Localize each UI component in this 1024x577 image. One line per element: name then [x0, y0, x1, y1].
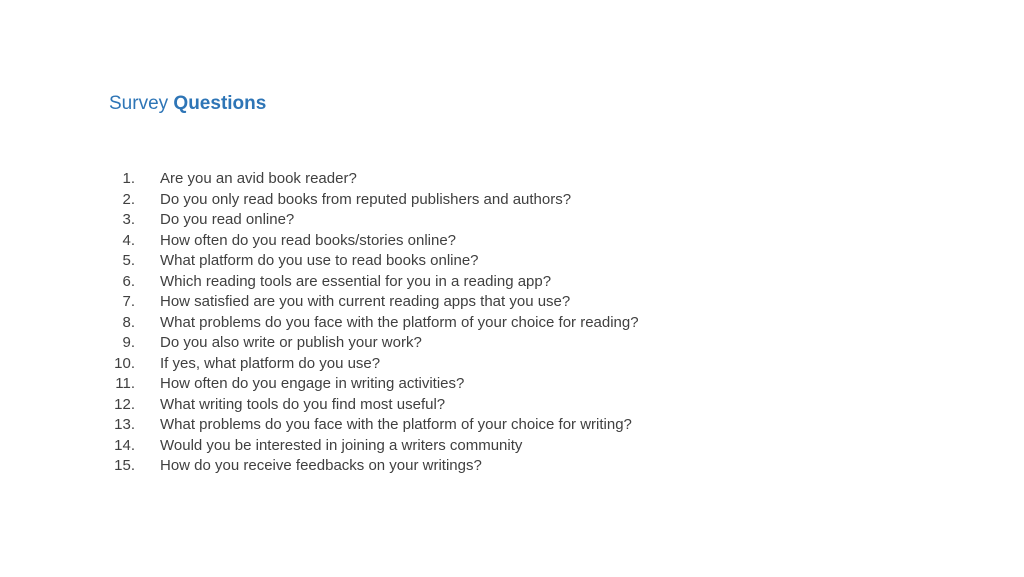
question-number: 7. — [122, 293, 135, 310]
question-text: Would you be interested in joining a writers community — [160, 436, 523, 454]
question-number: 13. — [114, 416, 135, 433]
question-number: 14. — [114, 436, 135, 454]
question-list — [108, 169, 748, 477]
question-item — [108, 210, 748, 231]
question-text: How often do you engage in writing activities? — [160, 375, 465, 392]
question-number: 6. — [122, 272, 135, 290]
question-number: 15. — [114, 457, 135, 474]
question-item — [108, 231, 748, 252]
question-number: 5. — [122, 252, 135, 269]
question-item — [108, 333, 748, 354]
question-text: What platform do you use to read books online? — [160, 252, 479, 269]
question-text: Do you also write or publish your work? — [160, 334, 422, 351]
question-number: 3. — [122, 211, 135, 228]
question-text: Do you read online? — [160, 211, 295, 228]
question-number: 12. — [114, 395, 135, 413]
question-item — [108, 251, 748, 272]
question-text: What writing tools do you find most useful? — [160, 395, 446, 413]
question-text: What problems do you face with the platform of your choice for writing? — [160, 416, 632, 433]
question-text: Are you an avid book reader? — [160, 170, 357, 187]
question-item — [108, 354, 748, 375]
question-item — [108, 272, 748, 293]
page-title — [109, 92, 266, 116]
question-item — [108, 456, 748, 477]
question-text: What problems do you face with the platform of your choice for reading? — [160, 313, 639, 331]
question-number: 10. — [114, 354, 135, 372]
question-item — [108, 415, 748, 436]
title-light: Survey — [109, 93, 169, 114]
question-item — [108, 190, 748, 211]
question-number: 4. — [122, 231, 135, 249]
question-text: Do you only read books from reputed publishers and authors? — [160, 190, 572, 208]
question-number: 2. — [122, 190, 135, 208]
question-item — [108, 374, 748, 395]
question-item — [108, 169, 748, 190]
question-number: 8. — [122, 313, 135, 331]
question-text: Which reading tools are essential for you in a reading app? — [160, 272, 552, 290]
question-item — [108, 395, 748, 416]
question-number: 1. — [122, 170, 135, 187]
question-item — [108, 292, 748, 313]
question-number: 11. — [115, 375, 135, 392]
question-item — [108, 436, 748, 457]
question-item — [108, 313, 748, 334]
question-text: How do you receive feedbacks on your writings? — [160, 457, 482, 474]
question-text: How often do you read books/stories online? — [160, 231, 457, 249]
question-number: 9. — [122, 334, 135, 351]
title-bold: Questions — [173, 93, 267, 114]
question-text: If yes, what platform do you use? — [160, 354, 381, 372]
question-text: How satisfied are you with current reading apps that you use? — [160, 293, 571, 310]
